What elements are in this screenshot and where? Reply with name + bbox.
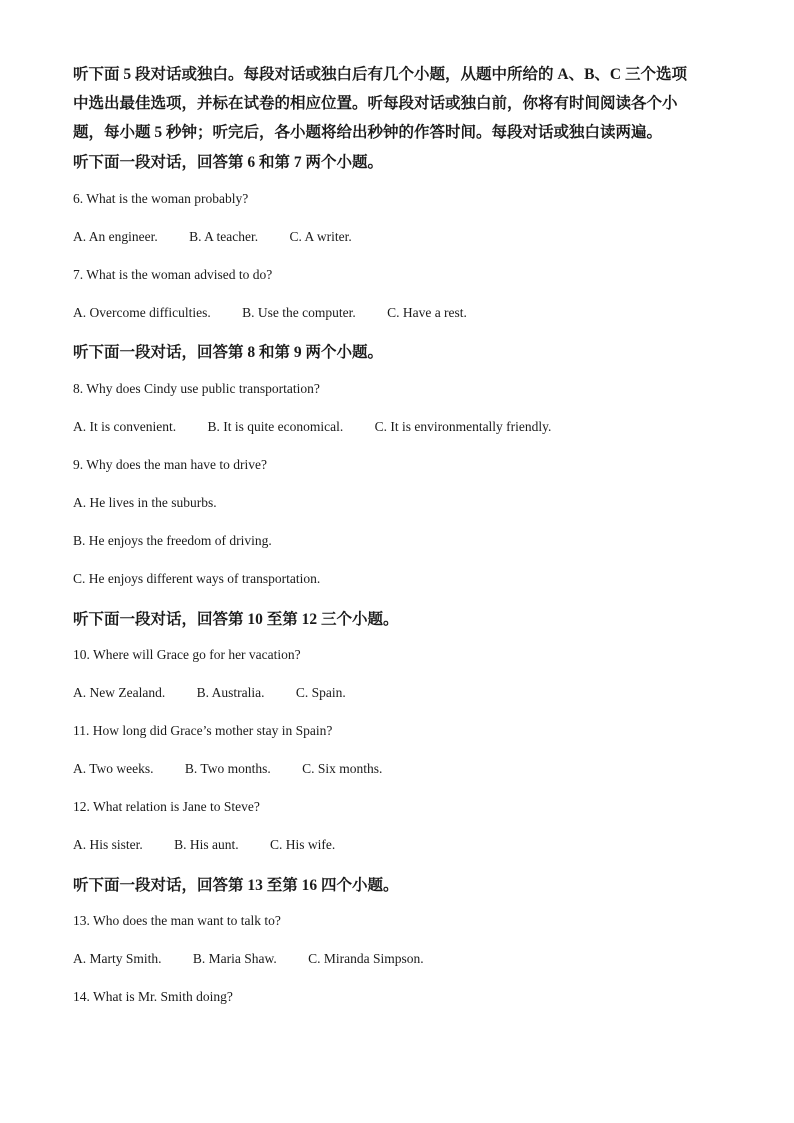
option-b: B. He enjoys the freedom of driving. bbox=[73, 533, 272, 548]
option-b: B. Use the computer. bbox=[242, 305, 356, 320]
answer-options bbox=[73, 419, 579, 435]
instructions-line: 听下面 5 段对话或独白。每段对话或独白后有几个小题，从题中所给的 A、B、C 三个选项 bbox=[73, 66, 687, 83]
option-a: A. Overcome difficulties. bbox=[73, 305, 211, 320]
answer-options bbox=[73, 305, 495, 321]
section-heading: 听下面一段对话，回答第 13 至第 16 四个小题。 bbox=[73, 877, 399, 894]
instructions-line: 中选出最佳选项，并标在试卷的相应位置。听每段对话或独白前，你将有时间阅读各个小 bbox=[73, 95, 678, 112]
option-a: A. Two weeks. bbox=[73, 761, 154, 776]
answer-options bbox=[73, 685, 374, 701]
question: 10. Where will Grace go for her vacation? bbox=[73, 647, 301, 662]
option-a: A. He lives in the suburbs. bbox=[73, 495, 217, 510]
option-c: C. Have a rest. bbox=[387, 305, 467, 320]
instructions-paragraph bbox=[73, 60, 733, 147]
question: 7. What is the woman advised to do? bbox=[73, 267, 273, 282]
option-b: B. A teacher. bbox=[189, 229, 259, 244]
option-a: A. New Zealand. bbox=[73, 685, 166, 700]
option-b: B. It is quite economical. bbox=[207, 419, 344, 434]
option-a: A. It is convenient. bbox=[73, 419, 177, 434]
answer-options bbox=[73, 837, 363, 853]
answer-options bbox=[73, 951, 452, 967]
option-a: A. Marty Smith. bbox=[73, 951, 162, 966]
question: 12. What relation is Jane to Steve? bbox=[73, 799, 260, 814]
option-b: B. Maria Shaw. bbox=[192, 951, 277, 966]
option-a: A. His sister. bbox=[73, 837, 143, 852]
question: 13. Who does the man want to talk to? bbox=[73, 913, 281, 928]
option-a: A. An engineer. bbox=[73, 229, 158, 244]
option-b: B. His aunt. bbox=[174, 837, 239, 852]
question: 14. What is Mr. Smith doing? bbox=[73, 989, 233, 1004]
question: 8. Why does Cindy use public transportation? bbox=[73, 381, 320, 396]
option-c: C. It is environmentally friendly. bbox=[374, 419, 552, 434]
option-c: C. A writer. bbox=[289, 229, 352, 244]
question: 6. What is the woman probably? bbox=[73, 191, 249, 206]
section-heading: 听下面一段对话，回答第 6 和第 7 两个小题。 bbox=[73, 154, 384, 171]
section-heading: 听下面一段对话，回答第 10 至第 12 三个小题。 bbox=[73, 611, 399, 628]
option-c: C. Six months. bbox=[302, 761, 383, 776]
question: 9. Why does the man have to drive? bbox=[73, 457, 267, 472]
answer-options bbox=[73, 761, 410, 777]
option-c: C. His wife. bbox=[270, 837, 336, 852]
question: 11. How long did Grace’s mother stay in Spain? bbox=[73, 723, 333, 738]
option-c: C. Miranda Simpson. bbox=[308, 951, 424, 966]
answer-options bbox=[73, 229, 380, 245]
section-heading: 听下面一段对话，回答第 8 和第 9 两个小题。 bbox=[73, 344, 384, 361]
option-b: B. Australia. bbox=[196, 685, 265, 700]
option-b: B. Two months. bbox=[184, 761, 271, 776]
option-c: C. He enjoys different ways of transportation. bbox=[73, 571, 321, 586]
instructions-line: 题，每小题 5 秒钟；听完后，各小题将给出秒钟的作答时间。每段对话或独白读两遍。 bbox=[73, 124, 663, 141]
option-c: C. Spain. bbox=[295, 685, 346, 700]
